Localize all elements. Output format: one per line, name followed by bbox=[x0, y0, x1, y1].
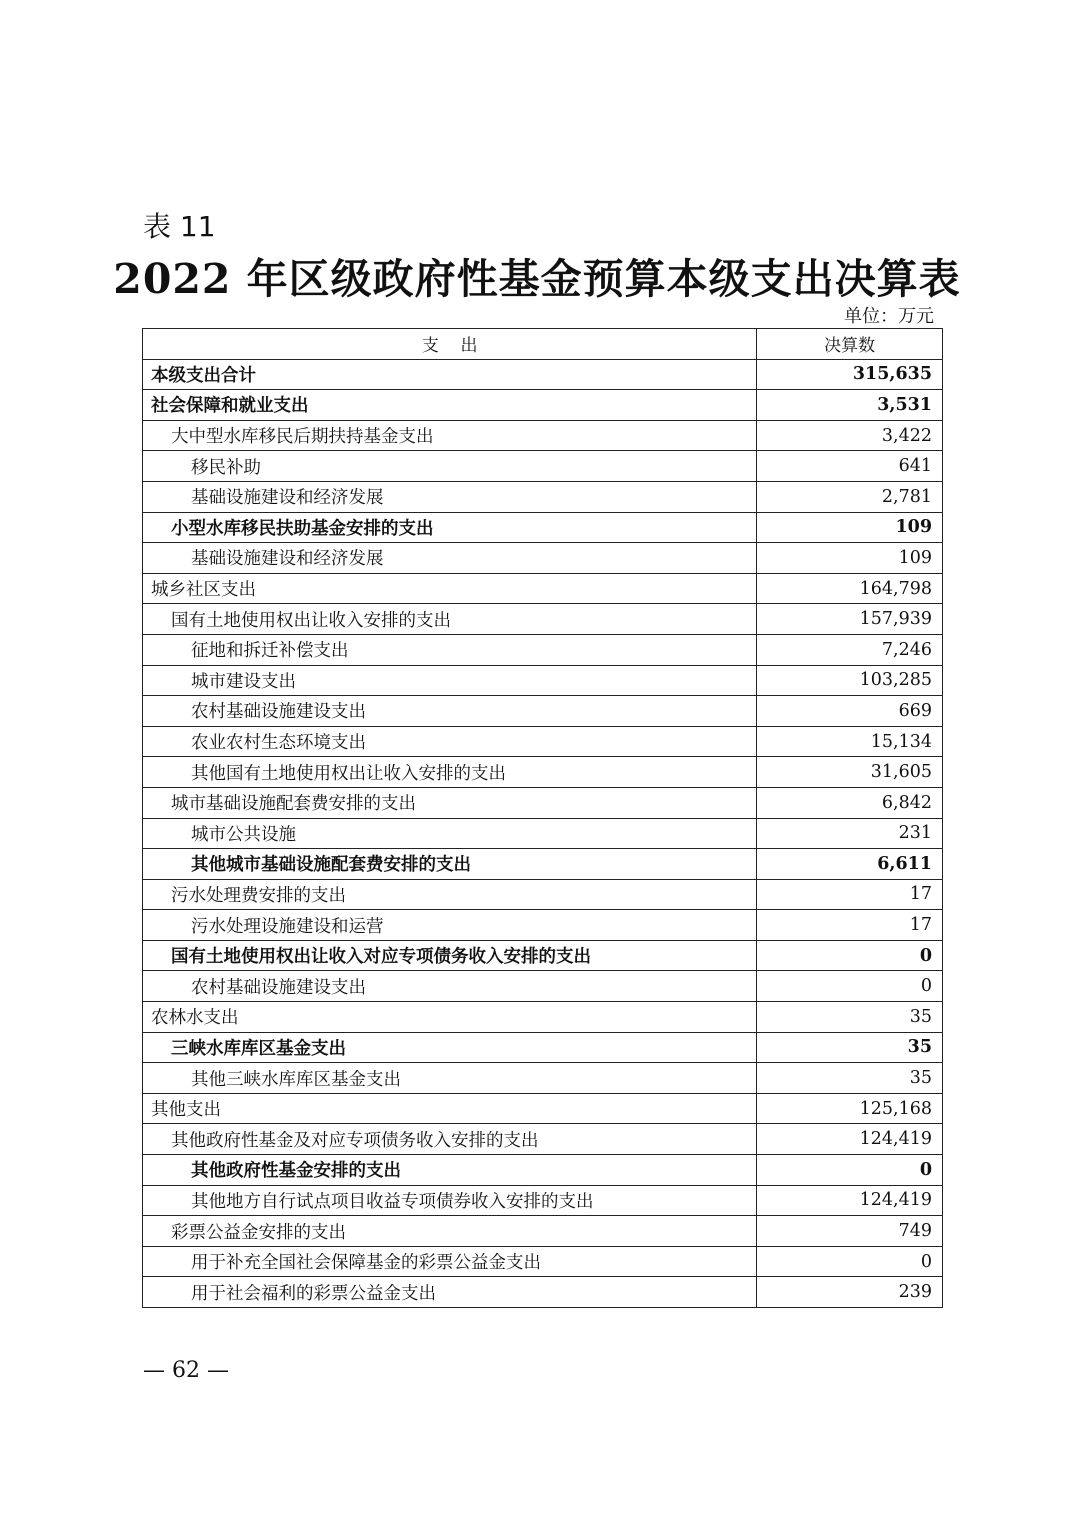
row-label: 小型水库移民扶助基金安排的支出 bbox=[143, 512, 757, 543]
row-value: 749 bbox=[757, 1216, 943, 1247]
row-label: 用于补充全国社会保障基金的彩票公益金支出 bbox=[143, 1246, 757, 1277]
table-row bbox=[143, 604, 943, 635]
table-row bbox=[143, 451, 943, 482]
row-value: 124,419 bbox=[757, 1124, 943, 1155]
table-row bbox=[143, 818, 943, 849]
row-label: 社会保障和就业支出 bbox=[143, 390, 757, 421]
header-expenditure: 支 出 bbox=[143, 329, 757, 360]
row-value: 164,798 bbox=[757, 573, 943, 604]
row-value: 15,134 bbox=[757, 726, 943, 757]
row-value: 6,842 bbox=[757, 787, 943, 818]
row-value: 315,635 bbox=[757, 359, 943, 390]
table-row bbox=[143, 481, 943, 512]
row-value: 17 bbox=[757, 879, 943, 910]
row-label: 国有土地使用权出让收入安排的支出 bbox=[143, 604, 757, 635]
table-header-row bbox=[143, 329, 943, 360]
row-label: 大中型水库移民后期扶持基金支出 bbox=[143, 420, 757, 451]
row-label: 农林水支出 bbox=[143, 1002, 757, 1033]
row-label: 国有土地使用权出让收入对应专项债务收入安排的支出 bbox=[143, 940, 757, 971]
table-row bbox=[143, 1002, 943, 1033]
row-value: 231 bbox=[757, 818, 943, 849]
table-label: 表 11 bbox=[143, 210, 216, 243]
row-label: 农村基础设施建设支出 bbox=[143, 696, 757, 727]
table-row bbox=[143, 940, 943, 971]
row-value: 109 bbox=[757, 512, 943, 543]
row-value: 124,419 bbox=[757, 1185, 943, 1216]
table-row bbox=[143, 1093, 943, 1124]
row-label: 基础设施建设和经济发展 bbox=[143, 481, 757, 512]
expenditure-table bbox=[142, 328, 943, 1308]
table-row bbox=[143, 420, 943, 451]
row-value: 2,781 bbox=[757, 481, 943, 512]
table-row bbox=[143, 971, 943, 1002]
row-value: 0 bbox=[757, 1155, 943, 1186]
table-row bbox=[143, 726, 943, 757]
row-label: 农村基础设施建设支出 bbox=[143, 971, 757, 1002]
row-label: 三峡水库库区基金支出 bbox=[143, 1032, 757, 1063]
table-row bbox=[143, 634, 943, 665]
row-value: 0 bbox=[757, 1246, 943, 1277]
row-label: 其他政府性基金安排的支出 bbox=[143, 1155, 757, 1186]
table-row bbox=[143, 665, 943, 696]
row-value: 0 bbox=[757, 971, 943, 1002]
row-label: 其他支出 bbox=[143, 1093, 757, 1124]
table-row bbox=[143, 543, 943, 574]
row-label: 污水处理费安排的支出 bbox=[143, 879, 757, 910]
table-row bbox=[143, 787, 943, 818]
table-row bbox=[143, 757, 943, 788]
row-value: 669 bbox=[757, 696, 943, 727]
table-row bbox=[143, 879, 943, 910]
row-value: 157,939 bbox=[757, 604, 943, 635]
table-row bbox=[143, 910, 943, 941]
row-label: 基础设施建设和经济发展 bbox=[143, 543, 757, 574]
table-row bbox=[143, 573, 943, 604]
row-label: 城市公共设施 bbox=[143, 818, 757, 849]
table-row bbox=[143, 1124, 943, 1155]
table-row bbox=[143, 1032, 943, 1063]
table-row bbox=[143, 696, 943, 727]
row-label: 城市基础设施配套费安排的支出 bbox=[143, 787, 757, 818]
row-label: 城市建设支出 bbox=[143, 665, 757, 696]
row-value: 125,168 bbox=[757, 1093, 943, 1124]
row-value: 35 bbox=[757, 1063, 943, 1094]
row-value: 6,611 bbox=[757, 849, 943, 880]
table-row bbox=[143, 1246, 943, 1277]
row-value: 35 bbox=[757, 1002, 943, 1033]
row-value: 7,246 bbox=[757, 634, 943, 665]
table-row bbox=[143, 1155, 943, 1186]
row-label: 征地和拆迁补偿支出 bbox=[143, 634, 757, 665]
row-label: 本级支出合计 bbox=[143, 359, 757, 390]
row-value: 0 bbox=[757, 940, 943, 971]
header-final-amount: 决算数 bbox=[757, 329, 943, 360]
row-label: 污水处理设施建设和运营 bbox=[143, 910, 757, 941]
row-label: 用于社会福利的彩票公益金支出 bbox=[143, 1277, 757, 1308]
row-value: 239 bbox=[757, 1277, 943, 1308]
table-row bbox=[143, 1063, 943, 1094]
table-row bbox=[143, 390, 943, 421]
row-value: 31,605 bbox=[757, 757, 943, 788]
row-label: 农业农村生态环境支出 bbox=[143, 726, 757, 757]
row-label: 彩票公益金安排的支出 bbox=[143, 1216, 757, 1247]
row-value: 641 bbox=[757, 451, 943, 482]
row-label: 其他城市基础设施配套费安排的支出 bbox=[143, 849, 757, 880]
table-row bbox=[143, 849, 943, 880]
row-label: 其他政府性基金及对应专项债务收入安排的支出 bbox=[143, 1124, 757, 1155]
row-label: 其他地方自行试点项目收益专项债券收入安排的支出 bbox=[143, 1185, 757, 1216]
page-number: — 62 — bbox=[143, 1358, 229, 1383]
page-title: 2022 年区级政府性基金预算本级支出决算表 bbox=[113, 255, 961, 303]
row-label: 其他国有土地使用权出让收入安排的支出 bbox=[143, 757, 757, 788]
row-label: 城乡社区支出 bbox=[143, 573, 757, 604]
row-label: 其他三峡水库库区基金支出 bbox=[143, 1063, 757, 1094]
row-value: 3,422 bbox=[757, 420, 943, 451]
row-value: 17 bbox=[757, 910, 943, 941]
row-value: 109 bbox=[757, 543, 943, 574]
table-row bbox=[143, 512, 943, 543]
row-value: 35 bbox=[757, 1032, 943, 1063]
row-label: 移民补助 bbox=[143, 451, 757, 482]
unit-label: 单位：万元 bbox=[844, 306, 934, 327]
table-row bbox=[143, 1277, 943, 1308]
table-row bbox=[143, 1185, 943, 1216]
row-value: 3,531 bbox=[757, 390, 943, 421]
table-row bbox=[143, 1216, 943, 1247]
table-body bbox=[143, 329, 943, 1308]
table-row bbox=[143, 359, 943, 390]
row-value: 103,285 bbox=[757, 665, 943, 696]
